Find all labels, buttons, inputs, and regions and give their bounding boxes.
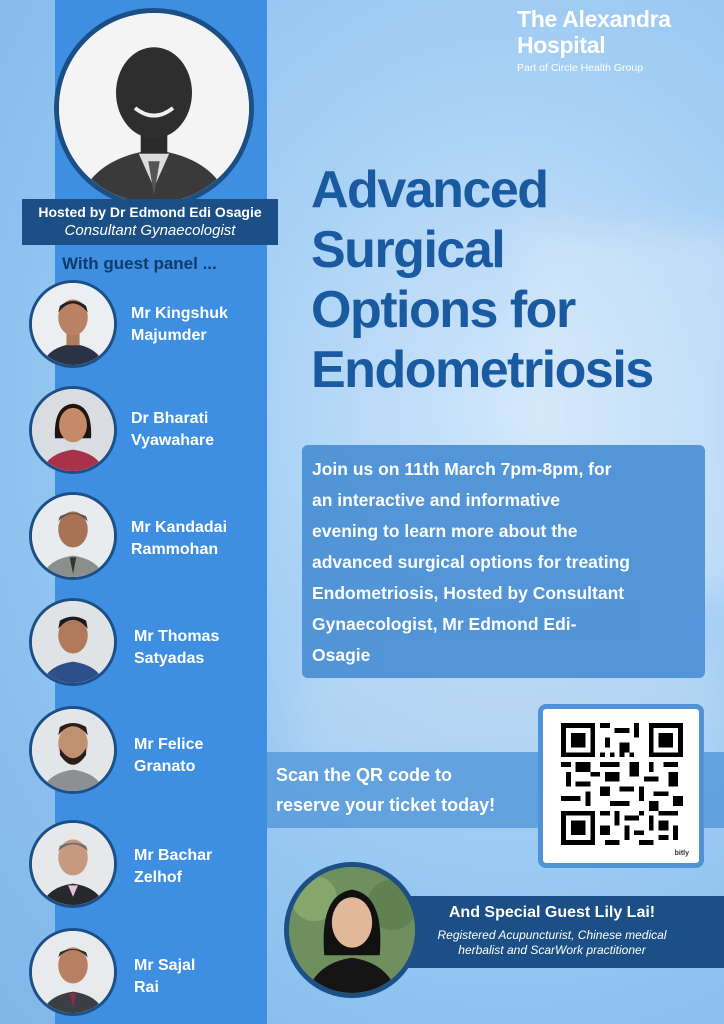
guest-portrait-image <box>32 709 114 791</box>
guest-photo <box>29 598 117 686</box>
guest-photo <box>29 386 117 474</box>
description-line: evening to learn more about the <box>312 521 578 541</box>
guest-portrait-image <box>32 283 114 365</box>
guest-photo <box>29 492 117 580</box>
qr-code[interactable] <box>538 704 704 868</box>
special-guest-description: Registered Acupuncturist, Chinese medical herbalist and ScarWork practitioner <box>437 928 667 957</box>
guest-photo <box>29 820 117 908</box>
guest-portrait-image <box>32 389 114 471</box>
guest-portrait-image <box>32 601 114 683</box>
host-name: Hosted by Dr Edmond Edi Osagie <box>38 204 262 220</box>
description-line: advanced surgical options for treating <box>312 552 630 572</box>
event-title: Advanced Surgical Options for Endometriosis <box>311 161 653 399</box>
guest-name: Mr Sajal Rai <box>134 957 196 996</box>
guest-name: Mr Thomas Satyadas <box>134 628 220 667</box>
event-description-box <box>302 445 705 678</box>
guest-portrait-image <box>32 495 114 577</box>
guest-photo <box>29 928 117 1016</box>
scan-instructions: Scan the QR code to reserve your ticket today! <box>276 765 496 815</box>
guest-portrait-image <box>32 823 114 905</box>
host-label-box <box>22 199 278 245</box>
host-role: Consultant Gynaecologist <box>64 222 236 239</box>
description-line: Join us on 11th March 7pm-8pm, for <box>312 459 612 479</box>
guest-photo <box>29 706 117 794</box>
description-line: Gynaecologist, Mr Edmond Edi- <box>312 614 577 634</box>
host-portrait-image <box>59 13 249 203</box>
guest-name: Dr Bharati Vyawahare <box>131 410 215 449</box>
guest-name: Mr Kandadai Rammohan <box>131 519 228 558</box>
qr-brand-label: bitly <box>674 850 689 857</box>
special-guest-title: And Special Guest Lily Lai! <box>448 904 656 921</box>
host-photo <box>54 8 254 208</box>
qr-code-icon <box>561 723 683 845</box>
logo-tagline: Part of Circle Health Group <box>517 62 644 74</box>
guest-name: Mr Kingshuk Majumder <box>131 305 228 344</box>
logo-name-line1: The Alexandra <box>517 6 671 32</box>
hospital-logo <box>517 6 671 74</box>
logo-name-line2: Hospital <box>517 32 606 58</box>
guest-panel-heading: With guest panel ... <box>62 254 217 273</box>
guest-name: Mr Felice Granato <box>134 736 204 775</box>
description-line: Osagie <box>312 645 371 665</box>
guest-portrait-image <box>32 931 114 1013</box>
description-line: an interactive and informative <box>312 490 560 510</box>
guest-name: Mr Bachar Zelhof <box>134 847 213 886</box>
guest-photo <box>29 280 117 368</box>
description-line: Endometriosis, Hosted by Consultant <box>312 583 625 603</box>
